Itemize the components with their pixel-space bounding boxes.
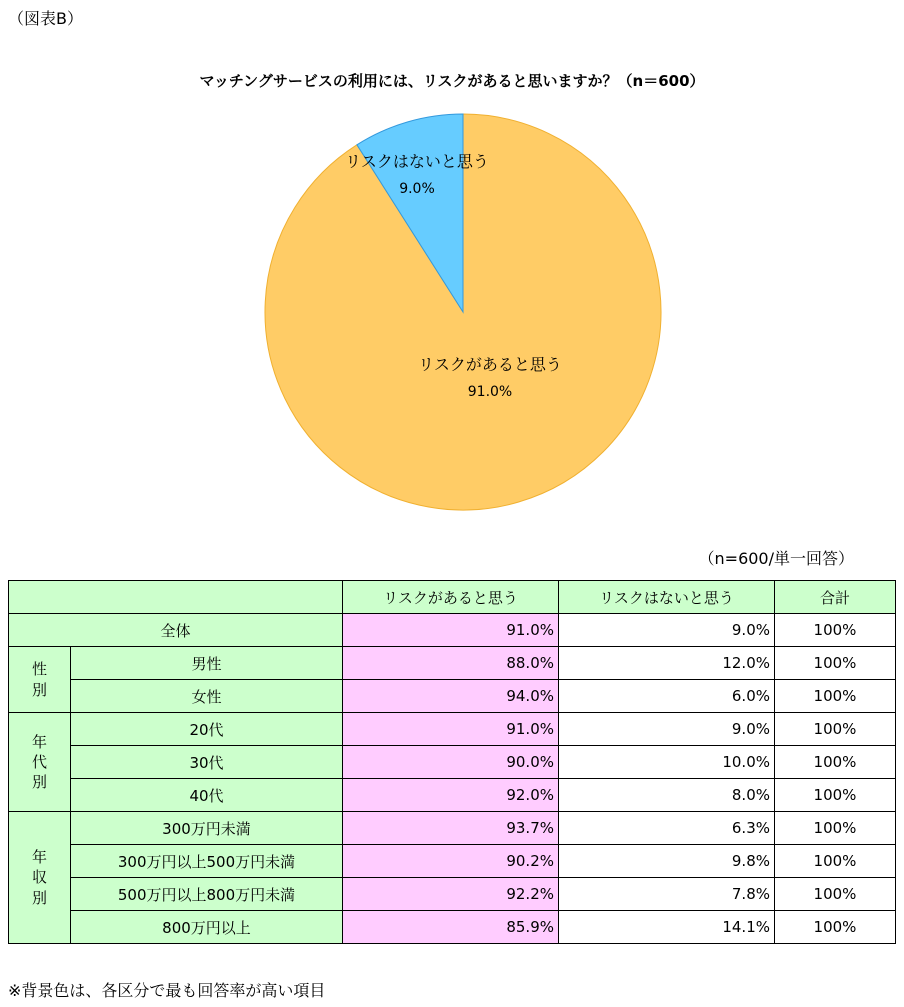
chart-title: マッチングサービスの利用には、リスクがあると思いますか？（n＝600） bbox=[199, 72, 705, 90]
table-sample-note: （n=600/単一回答） bbox=[698, 549, 854, 568]
table-row bbox=[9, 845, 896, 878]
cell-total: 100% bbox=[775, 911, 896, 944]
header-risk-yes: リスクがあると思う bbox=[343, 581, 559, 614]
slice-value-risk-yes: 91.0% bbox=[467, 384, 513, 400]
cell-risk-yes: 92.0% bbox=[343, 779, 559, 812]
cell-total: 100% bbox=[775, 779, 896, 812]
row-label: 500万円以上800万円未満 bbox=[71, 878, 343, 911]
cell-risk-yes: 94.0% bbox=[343, 680, 559, 713]
cell-risk-yes: 93.7% bbox=[343, 812, 559, 845]
cell-risk-no: 9.0% bbox=[559, 713, 775, 746]
table-row bbox=[9, 746, 896, 779]
slice-label-risk-yes: リスクがあると思う bbox=[418, 355, 562, 374]
results-table bbox=[8, 580, 896, 944]
cell-risk-no: 9.0% bbox=[559, 614, 775, 647]
table-row bbox=[9, 878, 896, 911]
table-row bbox=[9, 812, 896, 845]
cell-risk-yes: 92.2% bbox=[343, 878, 559, 911]
cell-risk-yes: 90.0% bbox=[343, 746, 559, 779]
cell-total: 100% bbox=[775, 845, 896, 878]
row-label: 20代 bbox=[71, 713, 343, 746]
cell-total: 100% bbox=[775, 878, 896, 911]
row-label: 30代 bbox=[71, 746, 343, 779]
cell-total: 100% bbox=[775, 647, 896, 680]
cell-total: 100% bbox=[775, 812, 896, 845]
table-row-overall bbox=[9, 614, 896, 647]
group-label-age: 年 代 別 bbox=[9, 713, 71, 812]
cell-total: 100% bbox=[775, 680, 896, 713]
table-row bbox=[9, 779, 896, 812]
cell-risk-no: 9.8% bbox=[559, 845, 775, 878]
cell-total: 100% bbox=[775, 713, 896, 746]
slice-label-risk-no: リスクはないと思う bbox=[345, 152, 489, 171]
cell-risk-yes: 85.9% bbox=[343, 911, 559, 944]
row-label: 女性 bbox=[71, 680, 343, 713]
table-row bbox=[9, 680, 896, 713]
cell-risk-no: 14.1% bbox=[559, 911, 775, 944]
cell-risk-no: 10.0% bbox=[559, 746, 775, 779]
table-header-row bbox=[9, 581, 896, 614]
cell-risk-no: 8.0% bbox=[559, 779, 775, 812]
table-row bbox=[9, 911, 896, 944]
table-row bbox=[9, 647, 896, 680]
figure-label: （図表B） bbox=[8, 9, 83, 28]
cell-total: 100% bbox=[775, 746, 896, 779]
row-label: 300万円未満 bbox=[71, 812, 343, 845]
cell-risk-yes: 91.0% bbox=[343, 614, 559, 647]
cell-total: 100% bbox=[775, 614, 896, 647]
header-total: 合計 bbox=[775, 581, 896, 614]
row-label: 男性 bbox=[71, 647, 343, 680]
row-label: 全体 bbox=[9, 614, 343, 647]
group-label-income: 年 収 別 bbox=[9, 812, 71, 944]
cell-risk-no: 6.3% bbox=[559, 812, 775, 845]
cell-risk-no: 7.8% bbox=[559, 878, 775, 911]
cell-risk-no: 12.0% bbox=[559, 647, 775, 680]
slice-value-risk-no: 9.0% bbox=[399, 181, 435, 197]
cell-risk-yes: 91.0% bbox=[343, 713, 559, 746]
table-row bbox=[9, 713, 896, 746]
cell-risk-yes: 90.2% bbox=[343, 845, 559, 878]
row-label: 40代 bbox=[71, 779, 343, 812]
cell-risk-no: 6.0% bbox=[559, 680, 775, 713]
cell-risk-yes: 88.0% bbox=[343, 647, 559, 680]
header-risk-no: リスクはないと思う bbox=[559, 581, 775, 614]
footnote: ※背景色は、各区分で最も回答率が高い項目 bbox=[8, 981, 326, 1000]
row-label: 300万円以上500万円未満 bbox=[71, 845, 343, 878]
group-label-gender: 性 別 bbox=[9, 647, 71, 713]
row-label: 800万円以上 bbox=[71, 911, 343, 944]
header-blank-cell bbox=[9, 581, 343, 614]
